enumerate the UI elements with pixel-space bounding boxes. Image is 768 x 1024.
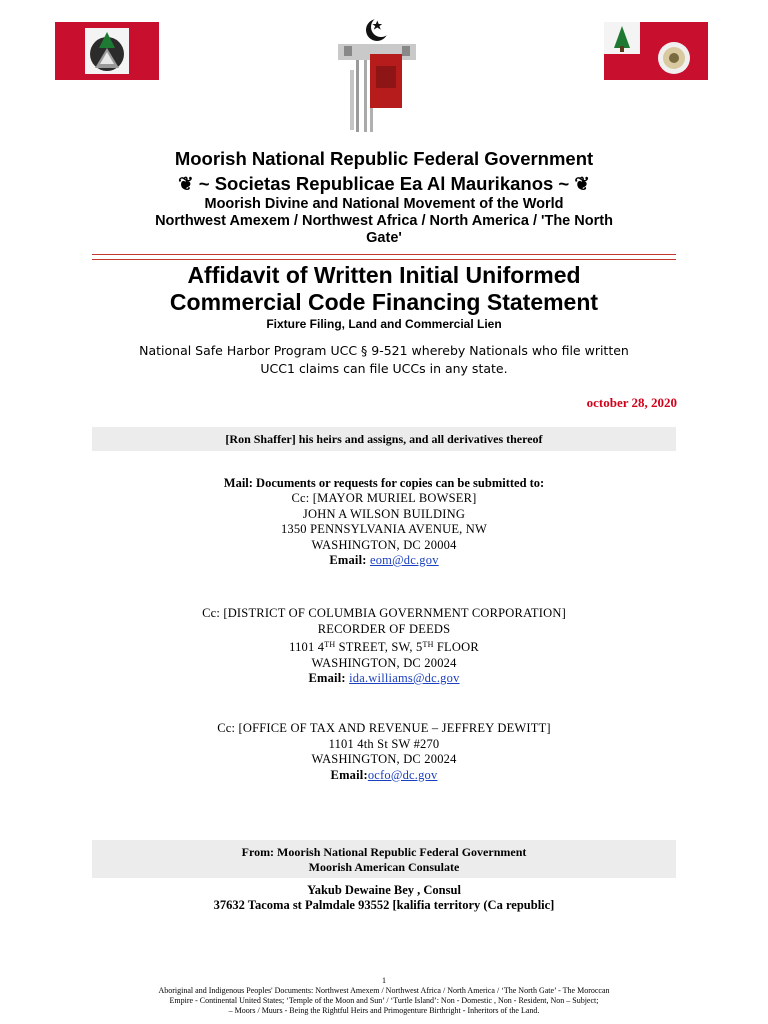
seal-emblem-icon bbox=[55, 22, 159, 80]
footer-line-3: – Moors / Muurs - Being the Rightful Heirs and Primogenture Birthright - Inheritors of the Land. bbox=[228, 1006, 540, 1015]
recipient-3-email-row bbox=[0, 768, 768, 784]
recipient-1-cc: Cc: [MAYOR MURIEL BOWSER] bbox=[291, 491, 477, 505]
recipient-block-3 bbox=[0, 721, 768, 783]
recipient-block-2 bbox=[0, 606, 768, 687]
mail-heading: Mail: Documents or requests for copies can be submitted to: bbox=[223, 476, 545, 490]
header-line-4a: Northwest Amexem / Northwest Africa / North America / 'The North bbox=[155, 213, 613, 229]
recipient-2-line-1: RECORDER OF DEEDS bbox=[317, 621, 451, 636]
filing-date: october 28, 2020 bbox=[586, 395, 677, 410]
recipient-1-line-2: 1350 PENNSYLVANIA AVENUE, NW bbox=[280, 522, 488, 536]
page-number: 1 bbox=[382, 976, 386, 985]
document-title-line-1: Affidavit of Written Initial Uniformed bbox=[187, 262, 581, 288]
recipient-block-1 bbox=[0, 491, 768, 569]
pine-tree-seal-flag-icon bbox=[604, 22, 708, 80]
center-crescent-flag-emblem bbox=[336, 10, 418, 132]
recipient-3-line-2: WASHINGTON, DC 20024 bbox=[311, 752, 457, 766]
recipient-1-email-link[interactable]: eom@dc.gov bbox=[369, 553, 439, 567]
footer-line-1: Aboriginal and Indigenous Peoples' Documents: Northwest Amexem / Northwest Africa / North America / ‘The North Gate’ - The Moroccan bbox=[158, 986, 610, 995]
from-line-2: Moorish American Consulate bbox=[308, 860, 460, 874]
email-label: Email: bbox=[330, 767, 368, 782]
recipient-2-line-3: WASHINGTON, DC 20024 bbox=[311, 655, 457, 670]
recipient-2-email-link[interactable]: ida.williams@dc.gov bbox=[349, 671, 460, 685]
document-subtitle: Fixture Filing, Land and Commercial Lien bbox=[266, 317, 502, 331]
recipient-3-cc: Cc: [OFFICE OF TAX AND REVENUE – JEFFREY DEWITT] bbox=[217, 721, 551, 735]
consul-name: Yakub Dewaine Bey , Consul bbox=[307, 883, 461, 897]
program-line-1: National Safe Harbor Program UCC § 9-521 whereby Nationals who file written bbox=[139, 343, 629, 358]
recipient-1-line-3: WASHINGTON, DC 20004 bbox=[311, 537, 457, 552]
recipient-2-cc: Cc: [DISTRICT OF COLUMBIA GOVERNMENT CORPORATION] bbox=[202, 606, 566, 620]
footer-line-2: Empire - Continental United States; ‘Temple of the Moon and Sun’ / ‘Turtle Island’: Non - Domestic , Non - Resident, Non – Subject; bbox=[169, 996, 599, 1005]
consul-address: 37632 Tacoma st Palmdale 93552 [kalifia territory (Ca republic] bbox=[213, 898, 555, 912]
header-line-2: ❦ ~ Societas Republicae Ea Al Maurikanos ~ ❦ bbox=[178, 173, 590, 194]
recipient-1-email-row bbox=[0, 553, 768, 569]
recipient-3-line-1: 1101 4th St SW #270 bbox=[328, 736, 440, 751]
left-flag-image bbox=[55, 22, 159, 80]
document-title-line-2: Commercial Code Financing Statement bbox=[169, 289, 599, 315]
recipient-2-email-row bbox=[0, 671, 768, 687]
recipient-1-line-1: JOHN A WILSON BUILDING bbox=[302, 506, 466, 521]
header-line-1: Moorish National Republic Federal Government bbox=[174, 148, 594, 169]
recipient-3-email-link[interactable]: ocfo@dc.gov bbox=[367, 767, 438, 782]
header-divider-bottom bbox=[92, 259, 676, 260]
email-label: Email: bbox=[308, 671, 346, 685]
from-line-1: From: Moorish National Republic Federal Government bbox=[241, 845, 527, 859]
program-line-2: UCC1 claims can file UCCs in any state. bbox=[260, 361, 508, 376]
recipient-2-line-2: 1101 4TH STREET, SW, 5TH FLOOR bbox=[289, 640, 479, 654]
crescent-star-flag-icon bbox=[336, 10, 418, 132]
right-flag-image bbox=[604, 22, 708, 80]
debtor-text: [Ron Shaffer] his heirs and assigns, and all derivatives thereof bbox=[225, 432, 543, 446]
header-divider-top bbox=[92, 254, 676, 255]
header-line-4b: Gate' bbox=[366, 230, 402, 246]
email-label: Email: bbox=[329, 553, 367, 567]
header-line-3: Moorish Divine and National Movement of the World bbox=[204, 196, 564, 212]
